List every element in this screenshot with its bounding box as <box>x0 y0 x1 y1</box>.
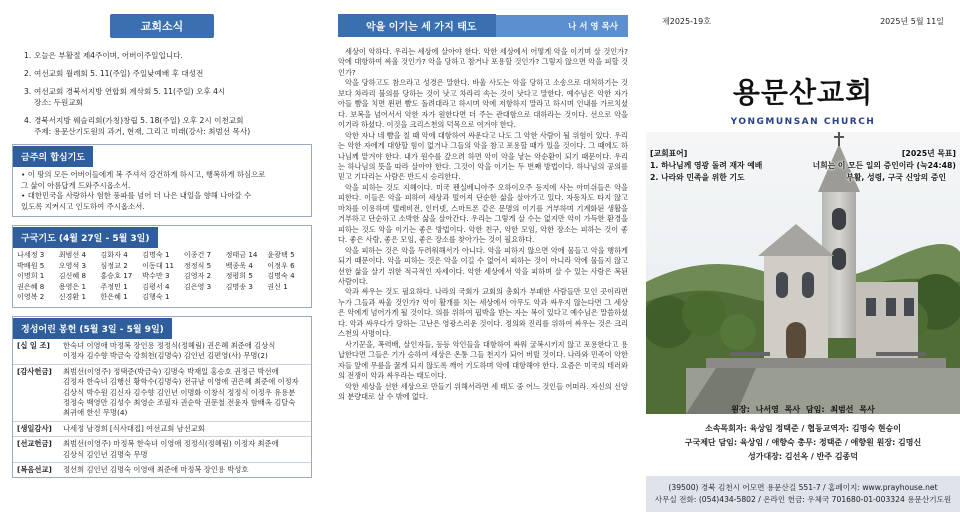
year-goal-label: [2025년 목표] <box>901 149 956 158</box>
district-cell: 주정민 1 <box>100 281 128 291</box>
district-cell: 이영복 2 <box>17 292 45 302</box>
district-grid <box>13 248 311 307</box>
offering-label: [십 일 조] <box>17 340 50 350</box>
district-cell: 홍승호 17 <box>100 271 133 281</box>
news-item-text: 여선교회 경북서지방 연합회 계삭회 5. 11(주일) 오후 4시 장소: 두원교회 <box>34 87 226 107</box>
photo-caption: 원장: 나서영 목사 담임: 최범선 목사 <box>731 405 875 414</box>
sermon-paragraph: 악한 세상을 선한 세상으로 만들기 위해서라면 세 태도 중 어느 것인들 어떠라. 자신의 신앙의 분량대로 살 수 밖에 없다. <box>338 381 628 401</box>
prayer-line: • 이 땅의 모든 어버이들에게 복 주셔서 강건하게 하시고, 행복하게 하심으로 그 삶이 아름답게 드와주시옵소서. <box>21 170 266 190</box>
news-item-num: 2. <box>24 69 32 78</box>
district-cell: 김은영 3 <box>183 281 212 291</box>
sermon-paragraph: 악을 피하는 것은 악을 두려워해서가 아니다. 악을 피하지 않으면 악에 물들고 악을 행하게 되기 때문이다. 악을 피하는 것은 악을 이길 수 없어서 피하는 것이 아니라 악에 물들지 않고 선한 삶을 살기 위한 적극적인 자세이다. 악한 세상에서 악을 피하며 살 수 있는 사람은 복된 사람이다. <box>338 245 628 286</box>
offering-names: 나세정 남경희 [식사대접] 여선교회 남선교회 <box>63 423 205 433</box>
sermon-author: 나 서 영 목사 <box>496 15 628 37</box>
church-photo <box>646 132 960 414</box>
district-cell: 윤광택 5 <box>267 250 295 259</box>
motto-line: 2. 나라와 민족을 위한 기도 <box>650 173 745 182</box>
issue-date: 2025년 5월 11일 <box>880 17 944 26</box>
sermon-paragraph: 악을 피하는 것도 지혜이다. 미국 펜실베니아주 오하이오주 등지에 사는 아미쉬들은 악을 피한다. 이들은 악을 피하여 세상과 떨어져 단순한 삶을 살아가고 있다. 자동차도 타지 않고 마차를 이용하며 텔레비전, 인터넷, 스마트폰 같은 문명의 이기를 거부하며 기계화된 생활을 거부하고 단순하고 소박한 삶을 살아간다. 우리는 그렇게 살 수는 없지만 악이 가득한 환경을 피하는 것도 악을 이기는 좋은 방법이다. 악한 친구, 악한 모임, 악한 장소는 피하는 것이 좋다. 좋은 사람, 좋은 모임, 좋은 장소를 찾아가는 것이 필요하다. <box>338 182 628 245</box>
sermon-paragraph: 악을 당하고도 참으라고 성경은 말한다. 바울 사도는 악을 당하고 소송으로 대처하기는 것보다 차라리 불의를 당하는 것이 낫고 차라리 속는 것이 낫다고 말한다. 예수님은 악한 자가 아들 뺨을 치면 왼편 뺨도 돌려대라고 하시며 악에 저항하지 말라고 하시며 인내를 가르치셨다. 보복을 넘어서서 악한 자가 원한다면 더 주는 관대함으로 대하라는 것이다. 선으로 악을 이기라 하셨다. 이것을 크리스천의 덕목으로 여겨야 한다. <box>338 78 628 130</box>
offering-rows <box>13 339 311 477</box>
news-item <box>12 86 312 108</box>
offering-label: [감사헌금] <box>17 366 52 376</box>
news-item-num: 4. <box>24 116 32 125</box>
issue-number: 제2025-19호 <box>662 17 711 26</box>
sermon-paragraph: 사기꾼을, 폭력배, 살인자들, 등등 악인들을 대항하여 싸워 굴복시키지 않고 포용한다고 용납한다면 그들은 기가 승하여 세상은 온통 그들 천지가 되어 버릴 것이다. 나라와 민족이 악한 자들 앞에 무릎을 꿇게 되지 않도록 깨어 기도하며 악에 대항해야 한다. 요즘은 미국의 테러와의 전쟁이 악과 싸우라는 태도이다. <box>338 339 628 381</box>
year-goal-verse: 너희는 이 모든 일의 증인이라 (눅24:48) <box>812 161 956 170</box>
prayer-line: • 대한민국을 사랑하사 험한 풍파를 넘어 더 나은 내일을 향해 나아갈 수 있도록 지켜시고 인도하여 주시옵소서. <box>21 191 252 211</box>
sermon-paragraph: 악과 싸우는 것도 필요하다. 나라의 국회가 교회의 총회가 부패한 사람들만 모인 곳이라면 누가 그들과 싸울 것인가? 악이 활개를 치는 세상에서 아무도 악과 싸우지 않는다면 그 세상은 악에게 넘어가게 될 것이다. 의를 위하여 핍박을 받는 자는 복이 있다고 예수님은 말씀하셨다. 악과 싸우다가 당하는 고난은 영광스러운 것이다. 정의와 진리를 위하여 싸우는 것은 크리스천의 사명이다. <box>338 287 628 339</box>
bulletin-top <box>652 10 954 27</box>
district-cell: 정정식 5 <box>183 260 212 270</box>
staff-line: 성가대장: 김선옥 / 반주 김종덕 <box>748 452 858 461</box>
district-cell: 나세정 3 <box>17 250 45 259</box>
news-item-text: 여선교회 월례회 5. 11(주일) 주일낮예배 후 대성전 <box>34 69 204 78</box>
offering-names: 최범선(이영주) 정택준(박금숙) 김명숙 박재일 홍승호 권정근 박선애 김정자 한숙녀 김행신 황학수(김명숙) 전규남 이영애 권은혜 최준애 이정자 김상식 박수원 김신자 김수향 김인년 이명화 이창식 정정식 이정우 유용분 정정숙 백영만 김성수 최영순 조필자 권순학 권문철 전윤자 함배옥 김달숙 최귀애 한신 무명(4) <box>63 366 299 418</box>
offering-row <box>13 436 311 462</box>
church-name-en: YONGMUNSAN CHURCH <box>730 117 876 127</box>
footer-address: (39500) 경북 김천시 어모면 용문산길 551-7 / 홈페이지: www.prayhouse.net <box>668 483 938 492</box>
news-item-text: 오늘은 부활절 제4주이며, 어버이주일입니다. <box>34 51 183 60</box>
prayer-title: 금주의 합심기도 <box>13 146 93 167</box>
offering-names: 정선희 김인년 김명숙 이영애 최준애 마정복 장인용 박성호 <box>63 465 249 475</box>
sermon-paragraph: 세상이 악하다. 우리는 세상에 살아야 한다. 악한 세상에서 어떻게 악을 이기며 살 것인가? 악에 대항하여 싸울 것인가? 악을 당하고 참거나 포용할 것인가? 그렇지 않으면 악을 피할 것인가? <box>338 47 628 77</box>
district-cell: 김영자 2 <box>183 271 212 281</box>
district-cell: 김신혜 8 <box>58 271 87 281</box>
offering-names: 최범선(이영주) 마정복 한숙녀 이영애 정정식(정혜림) 이정자 최준애 김상식 김인년 김명숙 무명 <box>63 439 279 459</box>
motto-line: 1. 하나님께 영광 돌려 재자 예배 <box>650 161 763 170</box>
district-cell: 김화자 4 <box>100 250 128 259</box>
news-title: 교회소식 <box>110 14 214 38</box>
year-goal-text: 부활, 성령, 구국 신앙의 증인 <box>846 173 946 182</box>
news-list <box>12 50 312 137</box>
prayer-box <box>12 144 312 217</box>
cover-panel <box>646 0 960 528</box>
district-cell: 오영석 3 <box>58 260 87 270</box>
offering-title: 정성어린 봉헌 (5월 3일 - 5월 9일) <box>13 318 172 339</box>
news-item-num: 1. <box>24 51 32 60</box>
district-cell: 정평희 5 <box>225 271 253 281</box>
district-cell: 박배원 5 <box>17 260 45 270</box>
offering-row <box>13 462 311 477</box>
sermon-body <box>338 47 628 402</box>
news-item <box>12 50 312 61</box>
district-cell: 김평서 4 <box>142 281 170 291</box>
staff-line: 구국제단 담임: 육상임 / 애향숙 총무: 정택준 / 애향원 원장: 김명신 <box>684 438 922 447</box>
district-cell: 이동대 11 <box>142 260 174 270</box>
district-cell: 정태금 14 <box>225 250 258 259</box>
offering-label: [복음선교] <box>17 465 52 475</box>
offering-names: 한숙녀 이영애 마정복 장인용 정정식(정혜림) 권은혜 최준애 김상식 이정자 김수향 박금숙 강희천(김명숙) 김인년 김편영(사) 무명(2) <box>63 340 276 361</box>
district-title: 구국기도 (4월 27일 - 5월 3일) <box>13 227 158 248</box>
district-cell: 김명송 3 <box>225 281 253 291</box>
news-item-text: 경북서지방 웨슬리회(가칭)창립 5. 18(주일) 오후 2시 이천교회 주제: 용문산기도원의 과거, 현재, 그리고 미래(강사: 최범선 목사) <box>34 116 251 136</box>
district-cell: 김명숙 4 <box>267 271 295 281</box>
footer-contact: 사무실 전화: (054)434-5802 / 온라인 헌금: 우체국 701680-01-003324 용문산기도원 <box>654 495 952 504</box>
district-cell: 이명희 1 <box>17 271 45 281</box>
district-cell: 이정우 6 <box>267 260 295 270</box>
church-name: 용문산교회 <box>732 76 874 109</box>
district-box <box>12 225 312 308</box>
news-item <box>12 115 312 137</box>
offering-label: [선교헌금] <box>17 439 52 449</box>
district-cell: 백종욱 4 <box>225 260 253 270</box>
sermon-paragraph: 악한 자나 네 뺨을 칠 때 악에 대항하여 싸운다고 나도 그 악한 사람이 될 위험이 있다. 우리는 악한 자에게 대항할 힘이 없거나 그들의 악을 참고 포용할 때가 있을 것이다. 그 때에도 하나님께 맡겨야 한다. 내가 원수를 갚으려 하면 악이 악을 낳는 악순환이 되기 때문이다. 우리는 하나님의 뜻을 따라 살아야 한다. 그것이 악을 이기는 두 번째 방법이다. 하나님의 공의를 믿고 기다리는 사람은 반드시 승리한다. <box>338 130 628 182</box>
district-cell: 신경환 1 <box>58 292 87 302</box>
district-cell: 권신 1 <box>267 281 288 291</box>
footer <box>646 476 960 512</box>
district-cell: 심정교 2 <box>100 260 128 270</box>
offering-box <box>12 316 312 478</box>
news-item-num: 3. <box>24 87 32 96</box>
offering-row <box>13 364 311 421</box>
district-cell: 한은혜 1 <box>100 292 128 302</box>
sermon-panel <box>326 0 640 528</box>
district-cell: 용영은 1 <box>58 281 87 291</box>
district-cell: 박수만 3 <box>142 271 170 281</box>
staff-line: 소속목회자: 육상임 정택준 / 협동교역자: 김명숙 현승이 <box>704 424 902 433</box>
left-panel <box>0 0 322 528</box>
sermon-header <box>338 14 628 37</box>
district-cell: 김명숙 1 <box>142 250 170 259</box>
staff-list <box>646 422 960 464</box>
district-cell: 김행숙 1 <box>142 292 170 302</box>
district-cell: 권은혜 8 <box>17 281 45 291</box>
district-cell: 최범선 4 <box>58 250 87 259</box>
district-cell: 이종건 7 <box>183 250 212 259</box>
offering-row <box>13 339 311 364</box>
motto-label: [교회표어] <box>650 149 688 158</box>
offering-label: [생일감사] <box>17 423 52 433</box>
offering-row <box>13 421 311 436</box>
news-item <box>12 68 312 79</box>
sermon-title: 악을 이기는 세 가지 태도 <box>338 14 496 37</box>
